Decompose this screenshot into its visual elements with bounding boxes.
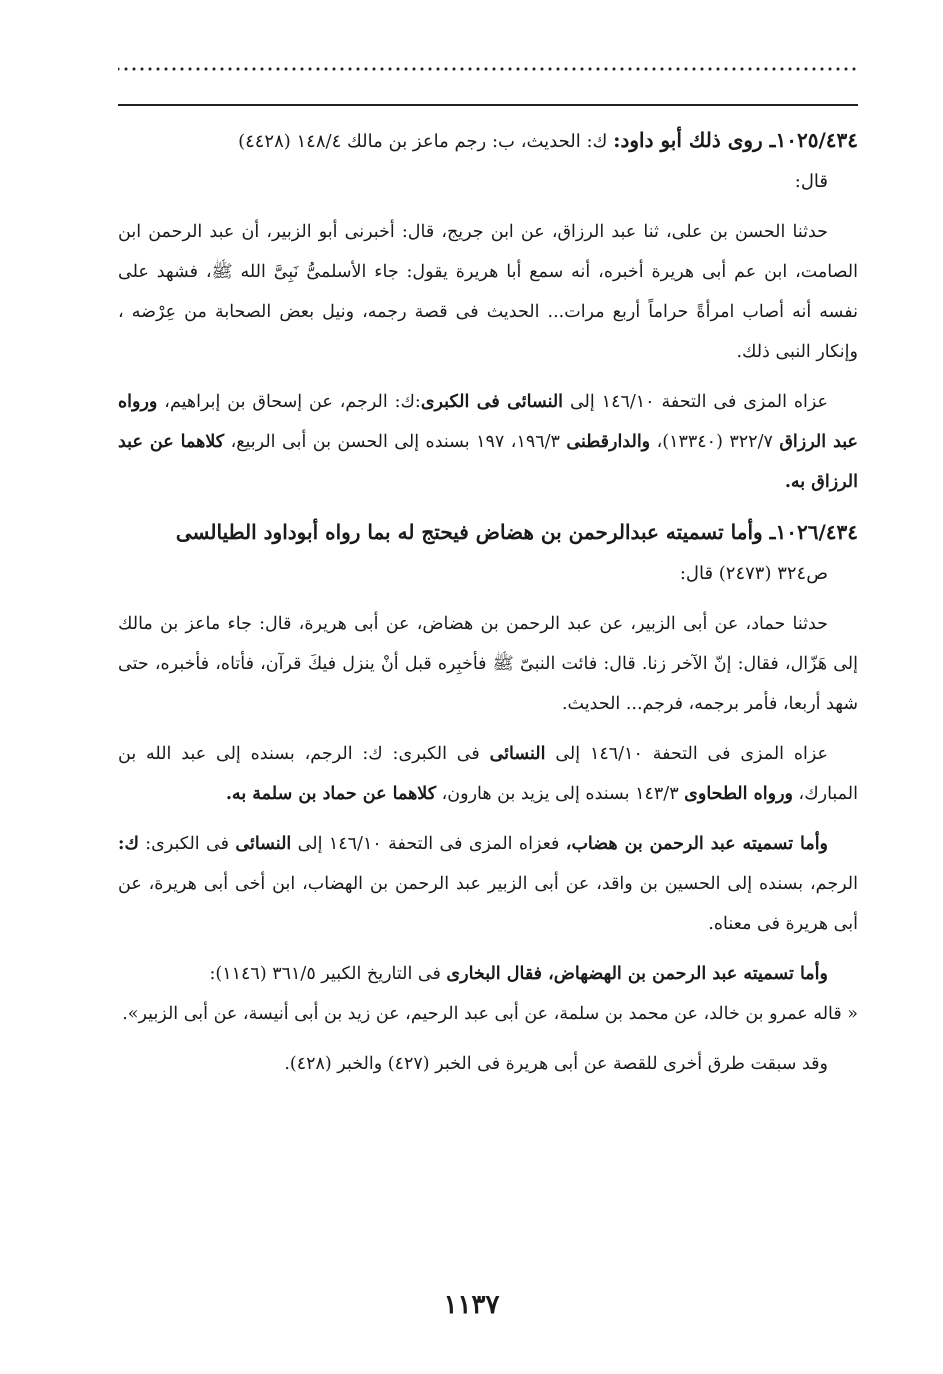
note-hadab: وأما تسميته عبد الرحمن بن هضاب، فعزاه المزى فى التحفة ١٤٦/١٠ إلى النسائى فى الكبرى: ك: الرجم، بسنده إلى الحسين بن واقد، عن أبى الزبير عبد الرحمن بن الهضاب، ابن أخى أبى هريرة، عن أبى هريرة فى معناه. — [118, 834, 858, 934]
entry-number: ١٠٢٦/٤٣٤ — [775, 520, 858, 544]
entry-tail: قال: — [794, 171, 828, 192]
header-rule — [118, 104, 858, 106]
hadith-text-1: حدثنا الحسن بن على، ثنا عبد الرزاق، عن ابن جريج، قال: أخبرنى أبو الزبير، أن عبد الرحمن ابن الصامت، ابن عم أبى هريرة أخبره، أنه سمع أبا هريرة يقول: جاء الأسلمىُّ نَبِىَّ الله ﷺ، فشهد على نفسه أنه أصاب امرأةً حراماً أربع مرات... الحديث فى قصة رجمه، ونيل بعض الصحابة من عِرْضه ، وإنكار النبى ذلك. — [118, 222, 858, 362]
takhrij-2: عزاه المزى فى التحفة ١٤٦/١٠ إلى النسائى فى الكبرى: ك: الرجم، بسنده إلى عبد الله بن المبارك، ورواه الطحاوى ١٤٣/٣ بسنده إلى يزيد بن هارون، كلاهما عن حماد بن سلمة به. — [118, 744, 858, 804]
page-number: ١١٣٧ — [443, 1290, 500, 1320]
closing-note: وقد سبقت طرق أخرى للقصة عن أبى هريرة فى الخبر (٤٢٧) والخبر (٤٢٨). — [284, 1054, 828, 1074]
hadith-text-2: حدثنا حماد، عن أبى الزبير، عن عبد الرحمن بن هضاض، عن أبى هريرة، قال: جاء ماعز بن مالك إلى هَزّال، فقال: إنّ الآخر زنا. قال: فائت النبىّ ﷺ فأخبِره قبل أنْ ينزل فيكَ قرآن، فأتاه، فأخبره، حتى شهد أربعا، فأمر برجمه، فرجم... الحديث. — [118, 614, 858, 714]
dotted-header-line — [118, 62, 858, 76]
entry-1025 — [118, 120, 858, 202]
entry-number: ١٠٢٥/٤٣٤ — [775, 128, 858, 152]
entry-tail: ص٣٢٤ (٢٤٧٣) قال: — [679, 563, 828, 584]
takhrij-1: عزاه المزى فى التحفة ١٤٦/١٠ إلى النسائى فى الكبرى:ك: الرجم، عن إسحاق بن إبراهيم، ورواه عبد الرزاق ٣٢٢/٧ (١٣٣٤٠)، والدارقطنى ١٩٦/٣، ١٩٧ بسنده إلى الحسن بن أبى الربيع، كلاهما عن عبد الرزاق به. — [118, 392, 858, 492]
entry-reference: ك: الحديث، ب: رجم ماعز بن مالك ١٤٨/٤ (٤٤٢٨) — [238, 131, 614, 152]
entry-heading: ـ روى ذلك أبو داود: — [613, 128, 776, 152]
page-body — [118, 120, 858, 1094]
entry-1026 — [118, 512, 858, 594]
note-hadhhad: وأما تسميته عبد الرحمن بن الهضهاض، فقال البخارى فى التاريخ الكبير ٣٦١/٥ (١١٤٦): « قاله عمرو بن خالد، عن محمد بن سلمة، عن أبى عبد الرحيم، عن زيد بن أبى أنيسة، عن أبى الزبير». — [122, 964, 858, 1024]
entry-heading: ـ وأما تسميته عبدالرحمن بن هضاض فيحتج له بما رواه أبوداود الطيالسى — [175, 520, 776, 544]
